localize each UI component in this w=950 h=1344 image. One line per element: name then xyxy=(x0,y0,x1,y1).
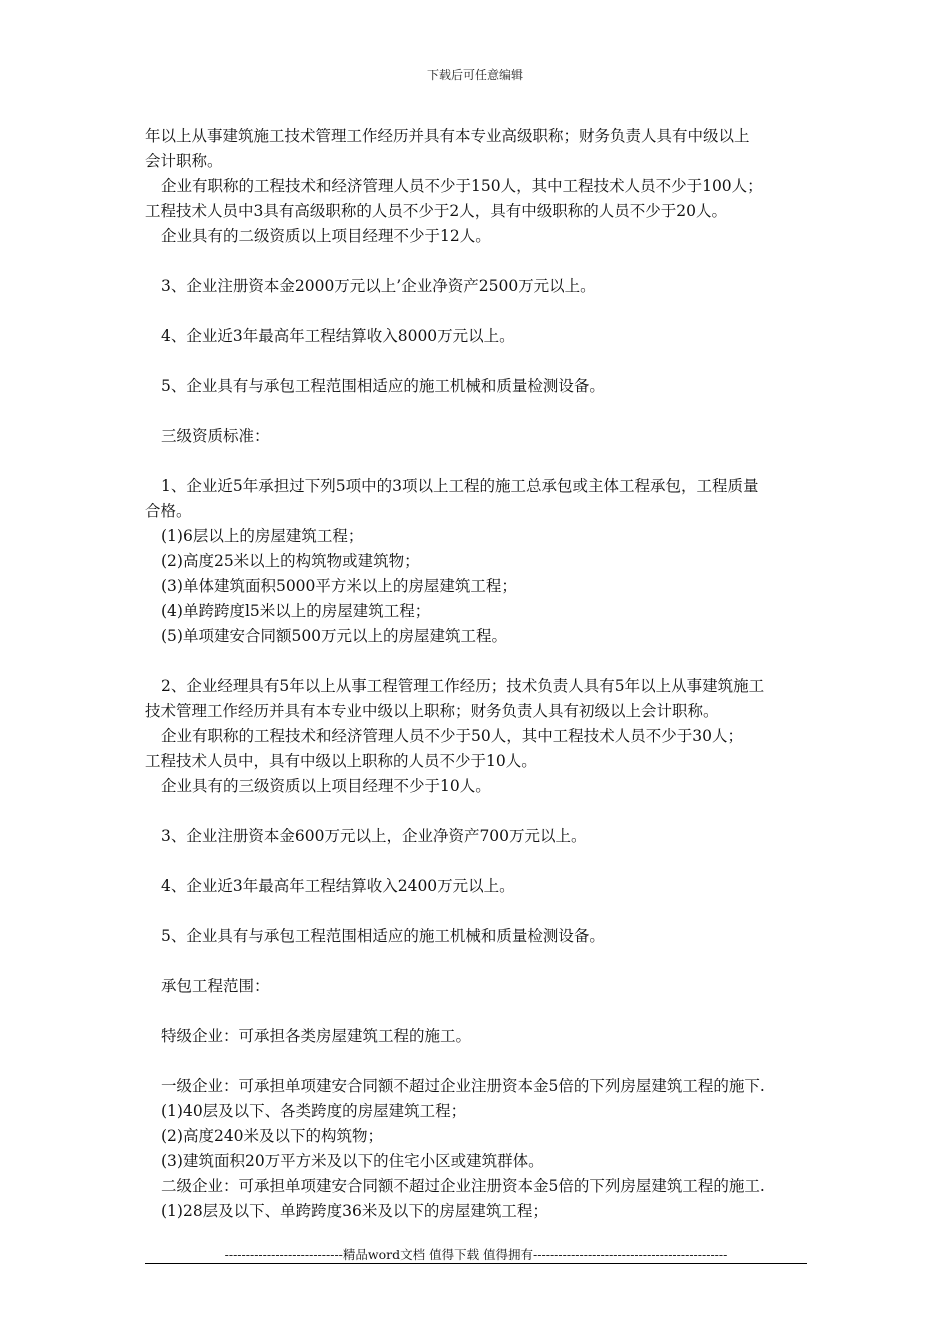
text-line: 工程技术人员中，具有中级以上职称的人员不少于10人。 xyxy=(145,752,537,770)
paragraph-gap xyxy=(145,349,815,374)
text-line: 1、企业近5年承担过下列5项中的3项以上工程的施工总承包或主体工程承包，工程质量 xyxy=(161,477,759,495)
text-line: (1)40层及以下、各类跨度的房屋建筑工程； xyxy=(161,1102,467,1120)
paragraph-gap xyxy=(145,849,815,874)
text-line: (3)单体建筑面积5000平方米以上的房屋建筑工程； xyxy=(161,577,517,595)
text-line: 3、企业注册资本金600万元以上，企业净资产700万元以上。 xyxy=(161,827,587,845)
text-line: (1)6层以上的房屋建筑工程； xyxy=(161,527,364,545)
text-line: (2)高度25米以上的构筑物或建筑物； xyxy=(161,552,420,570)
text-line: 二级企业：可承担单项建安合同额不超过企业注册资本金5倍的下列房屋建筑工程的施工. xyxy=(161,1177,765,1195)
text-line: 企业具有的二级资质以上项目经理不少于12人。 xyxy=(161,227,491,245)
text-line: 4、企业近3年最高年工程结算收入2400万元以上。 xyxy=(161,877,515,895)
text-line: 技术管理工作经历并具有本专业中级以上职称；财务负责人具有初级以上会计职称。 xyxy=(145,702,719,720)
paragraph-gap xyxy=(145,899,815,924)
text-line: (4)单跨跨度l5米以上的房屋建筑工程； xyxy=(161,602,431,620)
text-line: 年以上从事建筑施工技术管理工作经历并具有本专业高级职称；财务负责人具有中级以上 xyxy=(145,127,750,145)
page-footer: ----------------------------精品word文档 值得下载 值得拥有---------------------------------------------- xyxy=(224,1247,728,1262)
text-line: (1)28层及以下、单跨跨度36米及以下的房屋建筑工程； xyxy=(161,1202,548,1220)
text-line: (5)单项建安合同额500万元以上的房屋建筑工程。 xyxy=(161,627,508,645)
paragraph-gap xyxy=(145,649,815,674)
text-line: 5、企业具有与承包工程范围相适应的施工机械和质量检测设备。 xyxy=(161,377,605,395)
page-header: 下载后可任意编辑 xyxy=(426,68,523,82)
paragraph-gap xyxy=(145,1049,815,1074)
text-line: 4、企业近3年最高年工程结算收入8000万元以上。 xyxy=(161,327,515,345)
paragraph-gap xyxy=(145,449,815,474)
paragraph-gap xyxy=(145,999,815,1024)
text-line: 企业具有的三级资质以上项目经理不少于10人。 xyxy=(161,777,491,795)
footer-rule xyxy=(145,1263,807,1264)
text-line: 合格。 xyxy=(145,502,192,520)
text-line: (2)高度240米及以下的构筑物； xyxy=(161,1127,384,1145)
document-body xyxy=(145,124,815,1224)
paragraph-gap xyxy=(145,399,815,424)
text-line: 三级资质标准： xyxy=(161,427,270,445)
text-line: 会计职称。 xyxy=(145,152,223,170)
paragraph-gap xyxy=(145,249,815,274)
text-line: 3、企业注册资本金2000万元以上’企业净资产2500万元以上。 xyxy=(161,277,596,295)
paragraph-gap xyxy=(145,949,815,974)
text-line: 一级企业：可承担单项建安合同额不超过企业注册资本金5倍的下列房屋建筑工程的施下. xyxy=(161,1077,765,1095)
text-line: 企业有职称的工程技术和经济管理人员不少于50人，其中工程技术人员不少于30人； xyxy=(161,727,743,745)
text-line: 工程技术人员中3具有高级职称的人员不少于2人，具有中级职称的人员不少于20人。 xyxy=(145,202,727,220)
text-line: 承包工程范围： xyxy=(161,977,270,995)
text-line: 5、企业具有与承包工程范围相适应的施工机械和质量检测设备。 xyxy=(161,927,605,945)
text-line: 企业有职称的工程技术和经济管理人员不少于150人，其中工程技术人员不少于100人； xyxy=(161,177,763,195)
paragraph-gap xyxy=(145,799,815,824)
text-line: 2、企业经理具有5年以上从事工程管理工作经历；技术负责人具有5年以上从事建筑施工 xyxy=(161,677,765,695)
text-line: 特级企业：可承担各类房屋建筑工程的施工。 xyxy=(161,1027,472,1045)
paragraph-gap xyxy=(145,299,815,324)
text-line: (3)建筑面积20万平方米及以下的住宅小区或建筑群体。 xyxy=(161,1152,544,1170)
